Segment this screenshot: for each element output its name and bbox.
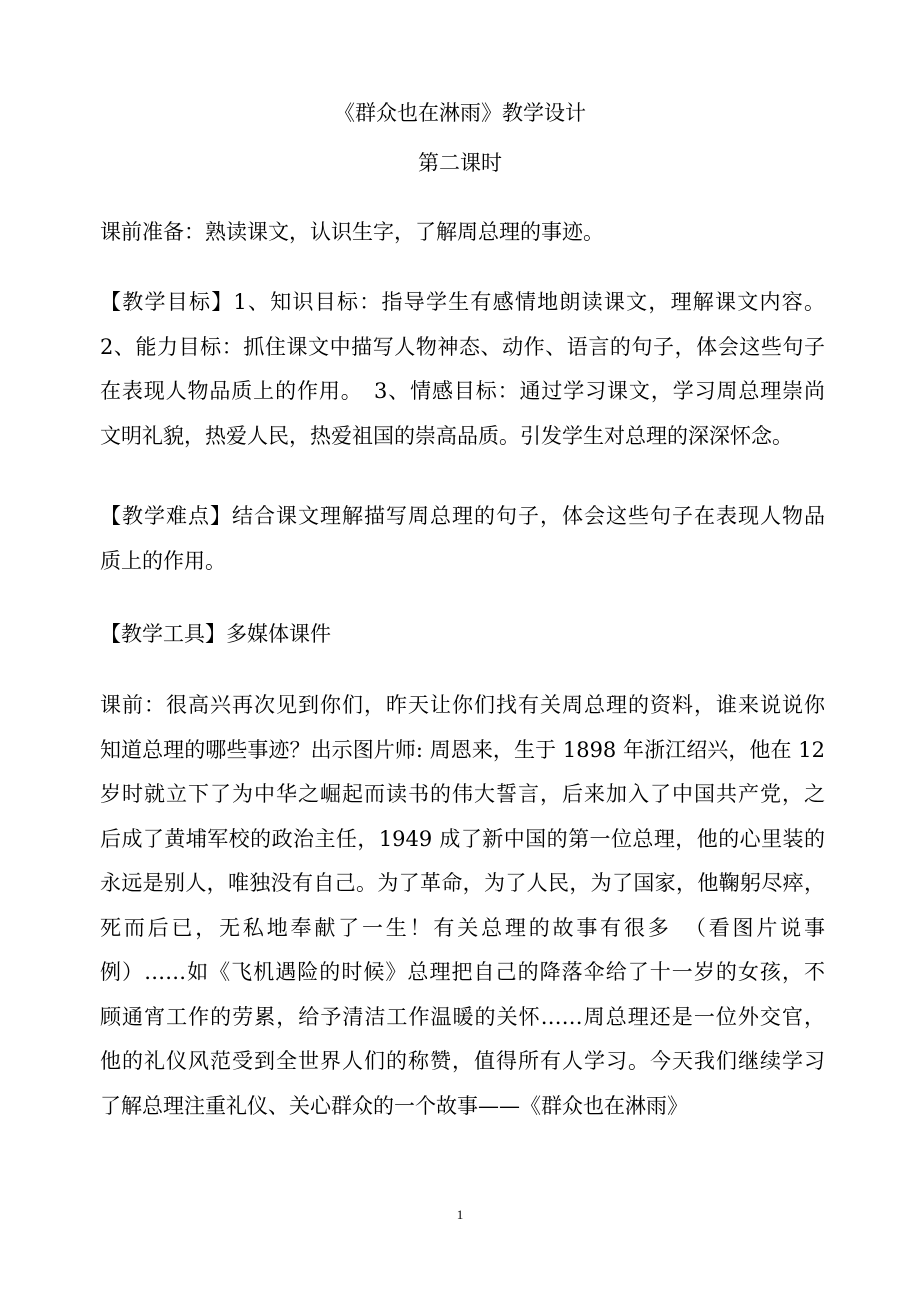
paragraph-line: 文明礼貌，热爱人民，热爱祖国的崇高品质。引发学生对总理的深深怀念。 <box>100 423 793 448</box>
paragraph-line: 永远是别人，唯独没有自己。为了革命，为了人民，为了国家，他鞠躬尽瘁， <box>100 871 825 895</box>
document-subtitle: 第二课时 <box>418 151 502 175</box>
paragraph-line: 顾通宵工作的劳累，给予清洁工作温暖的关怀……周总理还是一位外交官， <box>100 1004 825 1029</box>
document-title: 《群众也在淋雨》教学设计 <box>334 101 586 125</box>
paragraph-line: 【教学目标】1、知识目标：指导学生有感情地朗读课文，理解课文内容。 <box>100 290 825 314</box>
paragraph-line: 质上的作用。 <box>100 548 226 573</box>
paragraph-line: 死而后已，无私地奉献了一生！有关总理的故事有很多 （看图片说事 <box>100 915 825 940</box>
teaching-difficulty-paragraph <box>100 494 825 583</box>
paragraph-line: 岁时就立下了为中华之崛起而读书的伟大誓言，后来加入了中国共产党，之 <box>100 782 825 806</box>
paragraph-line: 【教学难点】结合课文理解描写周总理的句子，体会这些句子在表现人物品 <box>100 504 825 528</box>
paragraph-line: 了解总理注重礼仪、关心群众的一个故事——《群众也在淋雨》 <box>100 1093 688 1118</box>
paragraph-line: 他的礼仪风范受到全世界人们的称赞，值得所有人学习。今天我们继续学习 <box>100 1049 825 1073</box>
paragraph-line: 【教学工具】多媒体课件 <box>100 622 331 646</box>
paragraph-line: 知道总理的哪些事迹？出示图片师: 周恩来，生于 1898 年浙江绍兴，他在 12 <box>100 737 825 762</box>
paragraph-line: 例）……如《飞机遇险的时候》总理把自己的降落伞给了十一岁的女孩，不 <box>100 960 825 984</box>
paragraph-line: 2、能力目标：抓住课文中描写人物神态、动作、语言的句子，体会这些句子 <box>100 334 825 359</box>
teaching-goals-paragraph <box>100 280 825 458</box>
teaching-tools-paragraph <box>100 612 825 657</box>
paragraph-line: 在表现人物品质上的作用。 3、情感目标：通过学习课文，学习周总理崇尚 <box>100 379 825 403</box>
paragraph-line: 课前：很高兴再次见到你们，昨天让你们找有关周总理的资料，谁来说说你 <box>100 693 825 717</box>
lesson-intro-paragraph <box>100 683 825 1128</box>
prep-paragraph <box>100 210 825 255</box>
paragraph-line: 后成了黄埔军校的政治主任，1949 成了新中国的第一位总理，他的心里装的 <box>100 826 825 851</box>
page-number: 1 <box>456 1207 464 1222</box>
paragraph-line: 课前准备：熟读课文，认识生字，了解周总理的事迹。 <box>100 220 604 244</box>
